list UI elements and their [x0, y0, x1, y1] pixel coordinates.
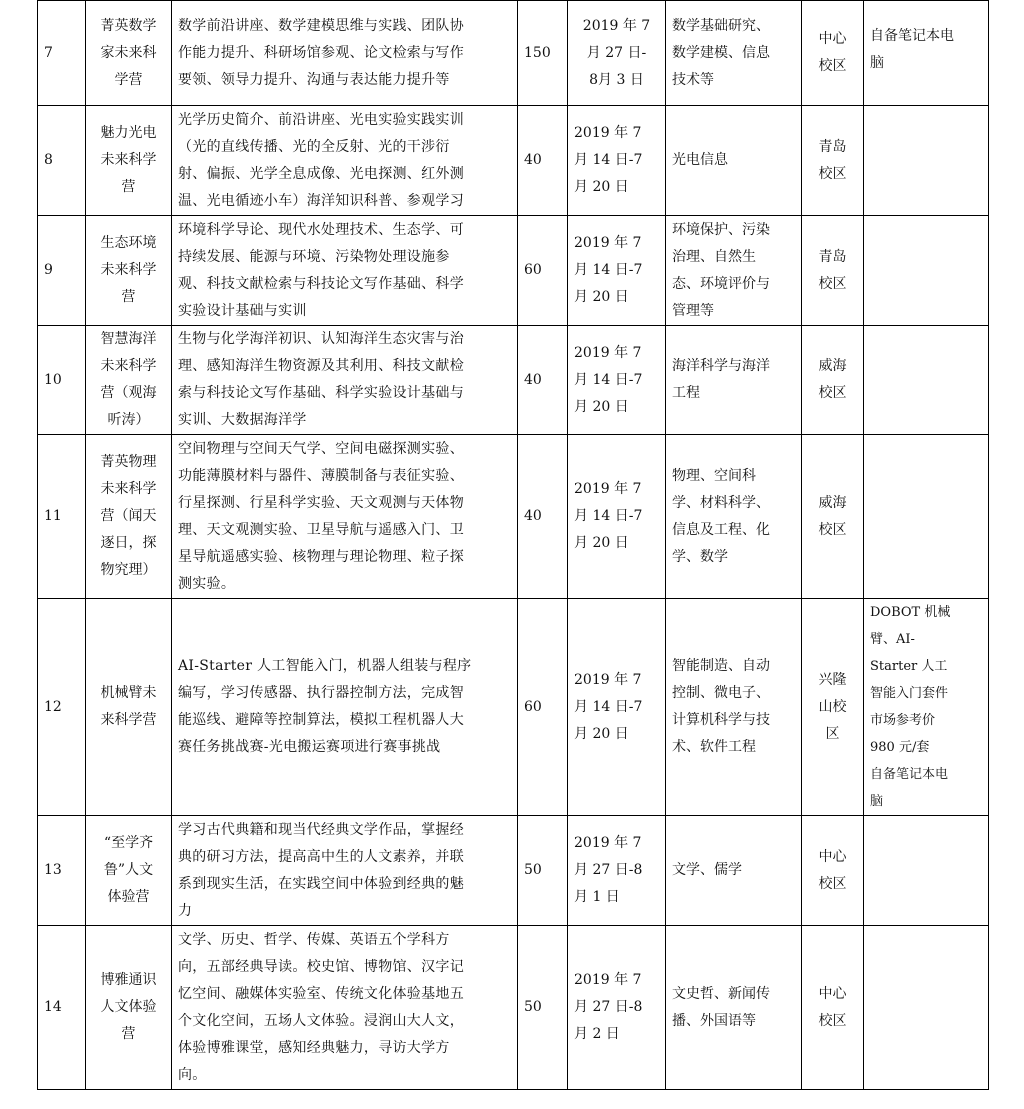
camp-quota: 50: [518, 816, 568, 926]
camp-name: 菁英物理 未来科学 营（闻天 逐日，探 物究理）: [86, 435, 172, 599]
camp-major: 文史哲、新闻传 播、外国语等: [666, 926, 802, 1090]
camp-name: 机械臂未 来科学营: [86, 599, 172, 816]
camp-quota: 40: [518, 106, 568, 216]
table-row: [38, 816, 989, 926]
camp-note: 自备笔记本电 脑: [864, 1, 989, 106]
camp-major: 海洋科学与海洋 工程: [666, 326, 802, 435]
camp-name: 生态环境 未来科学 营: [86, 216, 172, 326]
row-number: 12: [38, 599, 86, 816]
camp-note: DOBOT 机械 臂、AI- Starter 人工 智能入门套件 市场参考价 980 元/套 自备笔记本电 脑: [864, 599, 989, 816]
table-row: [38, 216, 989, 326]
camp-quota: 150: [518, 1, 568, 106]
camp-major: 物理、空间科 学、材料科学、 信息及工程、化 学、数学: [666, 435, 802, 599]
camp-note: [864, 216, 989, 326]
camp-note: [864, 106, 989, 216]
camp-major: 光电信息: [666, 106, 802, 216]
camp-date: 2019 年 7 月 27 日-8 月 1 日: [568, 816, 666, 926]
table-row: [38, 1, 989, 106]
row-number: 14: [38, 926, 86, 1090]
camp-content: 空间物理与空间天气学、空间电磁探测实验、 功能薄膜材料与器件、薄膜制备与表征实验、 行星探测、行星科学实验、天文观测与天体物 理、天文观测实验、卫星导航与遥感入门、卫 星导航遥感实验、核物理与理论物理、粒子探 测实验。: [172, 435, 518, 599]
camp-campus: 威海 校区: [802, 326, 864, 435]
camp-campus: 威海 校区: [802, 435, 864, 599]
table-row: [38, 926, 989, 1090]
camp-content: 数学前沿讲座、数学建模思维与实践、团队协 作能力提升、科研场馆参观、论文检索与写作 要领、领导力提升、沟通与表达能力提升等: [172, 1, 518, 106]
camp-campus: 中心 校区: [802, 1, 864, 106]
camp-content: 环境科学导论、现代水处理技术、生态学、可 持续发展、能源与环境、污染物处理设施参 观、科技文献检索与科技论文写作基础、科学 实验设计基础与实训: [172, 216, 518, 326]
camp-name: 智慧海洋 未来科学 营（观海 听涛）: [86, 326, 172, 435]
table-row: [38, 435, 989, 599]
camp-date: 2019 年 7 月 14 日-7 月 20 日: [568, 435, 666, 599]
table-row: [38, 326, 989, 435]
table-row: [38, 106, 989, 216]
camp-date: 2019 年 7 月 14 日-7 月 20 日: [568, 326, 666, 435]
camp-quota: 60: [518, 599, 568, 816]
camp-content: 文学、历史、哲学、传媒、英语五个学科方 向，五部经典导读。校史馆、博物馆、汉字记 忆空间、融媒体实验室、传统文化体验基地五 个文化空间，五场人文体验。浸润山大人文， 体验博雅课堂，感知经典魅力，寻访大学方 向。: [172, 926, 518, 1090]
camp-quota: 40: [518, 435, 568, 599]
camp-note: [864, 326, 989, 435]
camp-campus: 兴隆 山校 区: [802, 599, 864, 816]
row-number: 8: [38, 106, 86, 216]
camp-major: 数学基础研究、 数学建模、信息 技术等: [666, 1, 802, 106]
row-number: 13: [38, 816, 86, 926]
row-number: 9: [38, 216, 86, 326]
camp-major: 环境保护、污染 治理、自然生 态、环境评价与 管理等: [666, 216, 802, 326]
camp-content: 光学历史简介、前沿讲座、光电实验实践实训 （光的直线传播、光的全反射、光的干涉衍 射、偏振、光学全息成像、光电探测、红外测 温、光电循迹小车）海洋知识科普、参观学习: [172, 106, 518, 216]
camp-note: [864, 816, 989, 926]
camp-note: [864, 926, 989, 1090]
camp-campus: 中心 校区: [802, 926, 864, 1090]
camp-date: 2019 年 7 月 14 日-7 月 20 日: [568, 216, 666, 326]
camp-note: [864, 435, 989, 599]
row-number: 7: [38, 1, 86, 106]
camp-date: 2019 年 7 月 14 日-7 月 20 日: [568, 106, 666, 216]
camp-quota: 50: [518, 926, 568, 1090]
camp-quota: 40: [518, 326, 568, 435]
camp-content: 学习古代典籍和现当代经典文学作品，掌握经 典的研习方法，提高高中生的人文素养，并联 系到现实生活，在实践空间中体验到经典的魅 力: [172, 816, 518, 926]
row-number: 10: [38, 326, 86, 435]
camp-date: 2019 年 7 月 14 日-7 月 20 日: [568, 599, 666, 816]
camp-content: 生物与化学海洋初识、认知海洋生态灾害与治 理、感知海洋生物资源及其利用、科技文献检 索与科技论文写作基础、科学实验设计基础与 实训、大数据海洋学: [172, 326, 518, 435]
camp-major: 智能制造、自动 控制、微电子、 计算机科学与技 术、软件工程: [666, 599, 802, 816]
camp-name: 魅力光电 未来科学 营: [86, 106, 172, 216]
camp-name: 博雅通识 人文体验 营: [86, 926, 172, 1090]
camp-quota: 60: [518, 216, 568, 326]
camp-date: 2019 年 7 月 27 日- 8月 3 日: [568, 1, 666, 106]
camp-campus: 青岛 校区: [802, 216, 864, 326]
camp-date: 2019 年 7 月 27 日-8 月 2 日: [568, 926, 666, 1090]
camp-name: “至学齐 鲁”人文 体验营: [86, 816, 172, 926]
camp-campus: 青岛 校区: [802, 106, 864, 216]
row-number: 11: [38, 435, 86, 599]
camp-content: AI-Starter 人工智能入门，机器人组装与程序 编写，学习传感器、执行器控制方法，完成智 能巡线、避障等控制算法，模拟工程机器人大 赛任务挑战赛-光电搬运赛项进行赛事挑战: [172, 599, 518, 816]
camp-campus: 中心 校区: [802, 816, 864, 926]
table-row: [38, 599, 989, 816]
camp-major: 文学、儒学: [666, 816, 802, 926]
camp-name: 菁英数学 家未来科 学营: [86, 1, 172, 106]
camp-schedule-table: [37, 0, 989, 1090]
